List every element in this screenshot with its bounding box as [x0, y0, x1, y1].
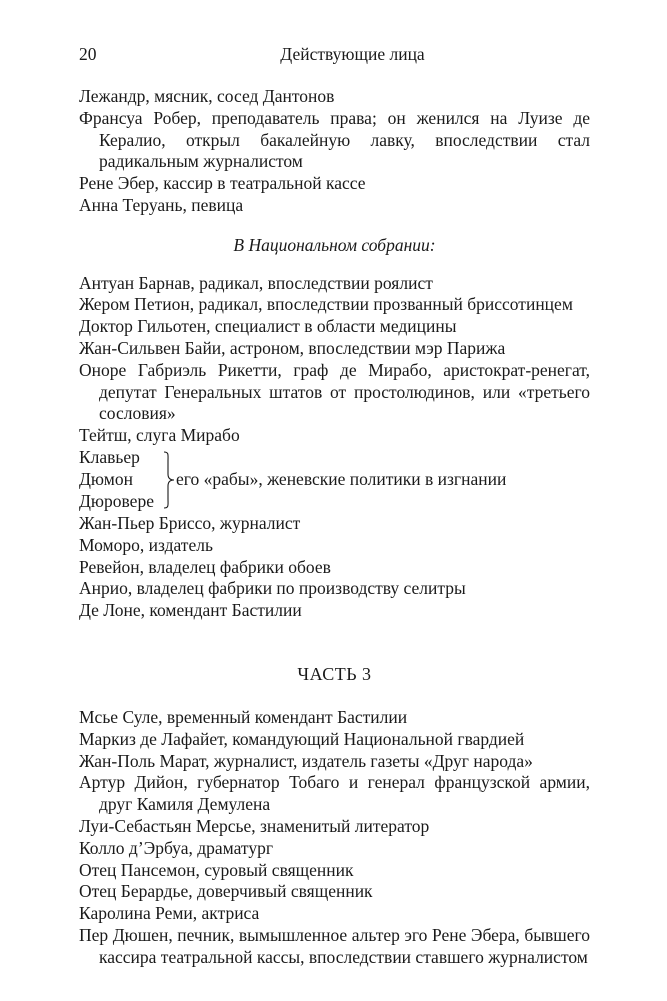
cast-list: [79, 86, 590, 969]
cast-entry: Жером Петион, радикал, впоследствии прозванный бриссотинцем: [79, 294, 573, 315]
group-name: Дюровере: [79, 490, 154, 511]
cast-entry: Мсье Суле, временный комендант Бастилии: [79, 706, 408, 727]
group-names: [79, 447, 154, 512]
cast-entry: Маркиз де Лафайет, командующий Национальной гвардией: [79, 728, 525, 749]
cast-entry: Франсуа Робер, преподаватель права; он женился на Луизе де Кералио, открыл бакалейную лавку, впоследствии стал радикальным журналистом: [79, 107, 590, 172]
cast-entry: Отец Берардье, доверчивый священник: [79, 881, 373, 902]
cast-entry: Колло д’Эрбуа, драматург: [79, 837, 274, 858]
cast-entry: Оноре Габриэль Рикетти, граф де Мирабо, аристократ-ренегат, депутат Генеральных штатов от простолюдинов, или «третьего сословия»: [79, 359, 590, 424]
cast-entry: Анна Теруань, певица: [79, 194, 244, 215]
cast-entry: Отец Пансемон, суровый священник: [79, 859, 354, 880]
cast-entry: Жан-Поль Марат, журналист, издатель газеты «Друг народа»: [79, 750, 533, 771]
brace-group: [79, 447, 590, 513]
cast-entry: Пер Дюшен, печник, вымышленное альтер эго Рене Эбера, бывшего кассира театральной кассы, впоследствии ставшего журналистом: [79, 924, 590, 967]
cast-entry: Артур Дийон, губернатор Тобаго и генерал французской армии, друг Камиля Демулена: [79, 772, 590, 815]
page-header: [79, 44, 586, 70]
cast-entry: Ревейон, владелец фабрики обоев: [79, 556, 331, 577]
cast-entry: Каролина Реми, актриса: [79, 903, 260, 924]
cast-entry: Моморо, издатель: [79, 534, 213, 555]
page-number: 20: [79, 44, 97, 64]
cast-entry: Жан-Сильвен Байи, астроном, впоследствии мэр Парижа: [79, 337, 506, 358]
cast-entry: Жан-Пьер Бриссо, журналист: [79, 512, 301, 533]
cast-entry: Рене Эбер, кассир в театральной кассе: [79, 173, 366, 194]
group-name: Дюмон: [79, 468, 133, 489]
part-title: ЧАСТЬ 3: [297, 663, 372, 684]
cast-entry: Антуан Барнав, радикал, впоследствии роялист: [79, 272, 433, 293]
cast-entry: Де Лоне, комендант Бастилии: [79, 600, 302, 621]
cast-entry: Анрио, владелец фабрики по производству селитры: [79, 578, 466, 599]
cast-entry: Лежандр, мясник, сосед Дантонов: [79, 86, 335, 106]
group-description: его «рабы», женевские политики в изгнании: [176, 468, 507, 489]
cast-entry: Луи-Себастьян Мерсье, знаменитый литератор: [79, 815, 430, 836]
section-subheading: В Национальном собрании:: [233, 234, 436, 255]
curly-brace-icon: [163, 451, 175, 509]
cast-entry: Тейтш, слуга Мирабо: [79, 425, 240, 446]
group-name: Клавьер: [79, 446, 140, 467]
cast-entry: Доктор Гильотен, специалист в области медицины: [79, 316, 457, 337]
running-title: Действующие лица: [280, 44, 425, 64]
